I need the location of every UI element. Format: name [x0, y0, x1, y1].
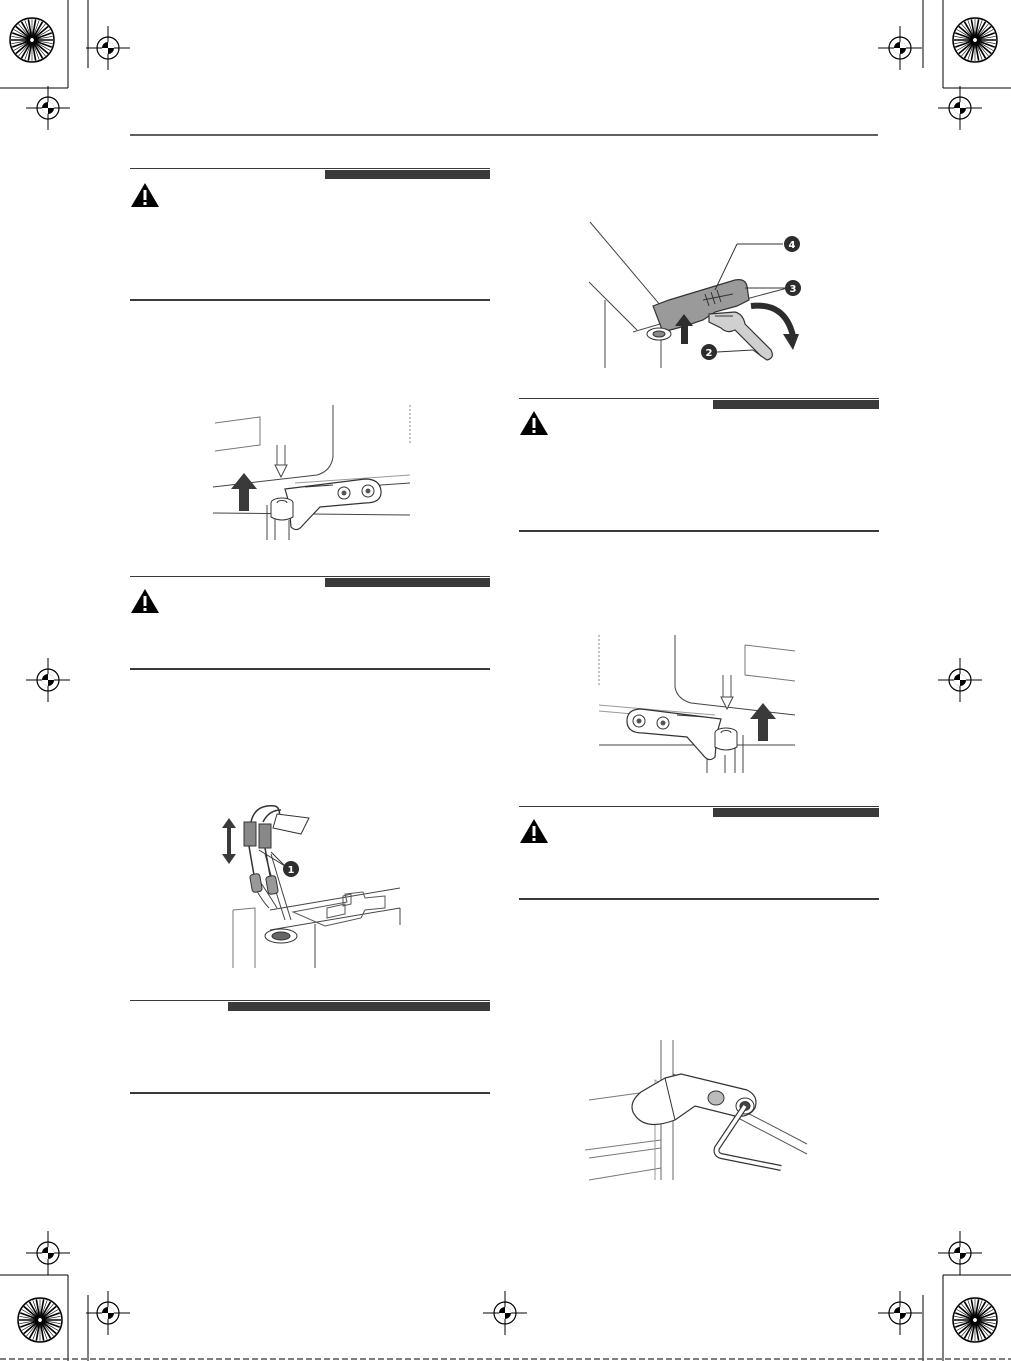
callout-label: 3 [789, 284, 797, 295]
up-arrow-icon [750, 703, 776, 741]
note-header-bar [228, 1002, 490, 1011]
callout-3-icon [785, 280, 801, 296]
warning-header-bar [325, 578, 490, 587]
callout-1-icon [283, 861, 299, 877]
sunburst-icon [953, 1298, 997, 1342]
hex-key-icon [717, 1106, 782, 1168]
warning-header-bar [713, 808, 879, 817]
warning-triangle-icon [130, 182, 160, 208]
note-box [130, 1000, 490, 1095]
warning-header-bar [325, 170, 490, 179]
warning-triangle-icon [130, 588, 160, 614]
warning-box-2 [130, 576, 490, 670]
warning-box-1 [130, 168, 490, 301]
callout-label: 4 [788, 240, 796, 251]
hinge-lift-figure [205, 405, 415, 545]
sunburst-icon [18, 1298, 62, 1342]
callout-2-icon [701, 344, 717, 360]
double-arrow-icon [222, 818, 236, 864]
hex-key-adjust-figure [585, 1040, 810, 1185]
sunburst-icon [10, 18, 54, 62]
callout-label: 2 [705, 348, 713, 359]
warning-triangle-icon [519, 410, 549, 436]
warning-triangle-icon [519, 818, 549, 844]
warning-header-bar [713, 400, 879, 409]
hinge-lift-right-figure [595, 635, 800, 775]
sunburst-icon [953, 18, 997, 62]
wire-connector-figure [215, 800, 415, 970]
warning-box-4 [519, 806, 879, 900]
hinge-bracket-figure [585, 220, 815, 370]
warning-box-3 [519, 398, 879, 532]
up-arrow-icon [231, 473, 257, 511]
callout-label: 1 [287, 865, 295, 876]
callout-4-icon [784, 236, 800, 252]
